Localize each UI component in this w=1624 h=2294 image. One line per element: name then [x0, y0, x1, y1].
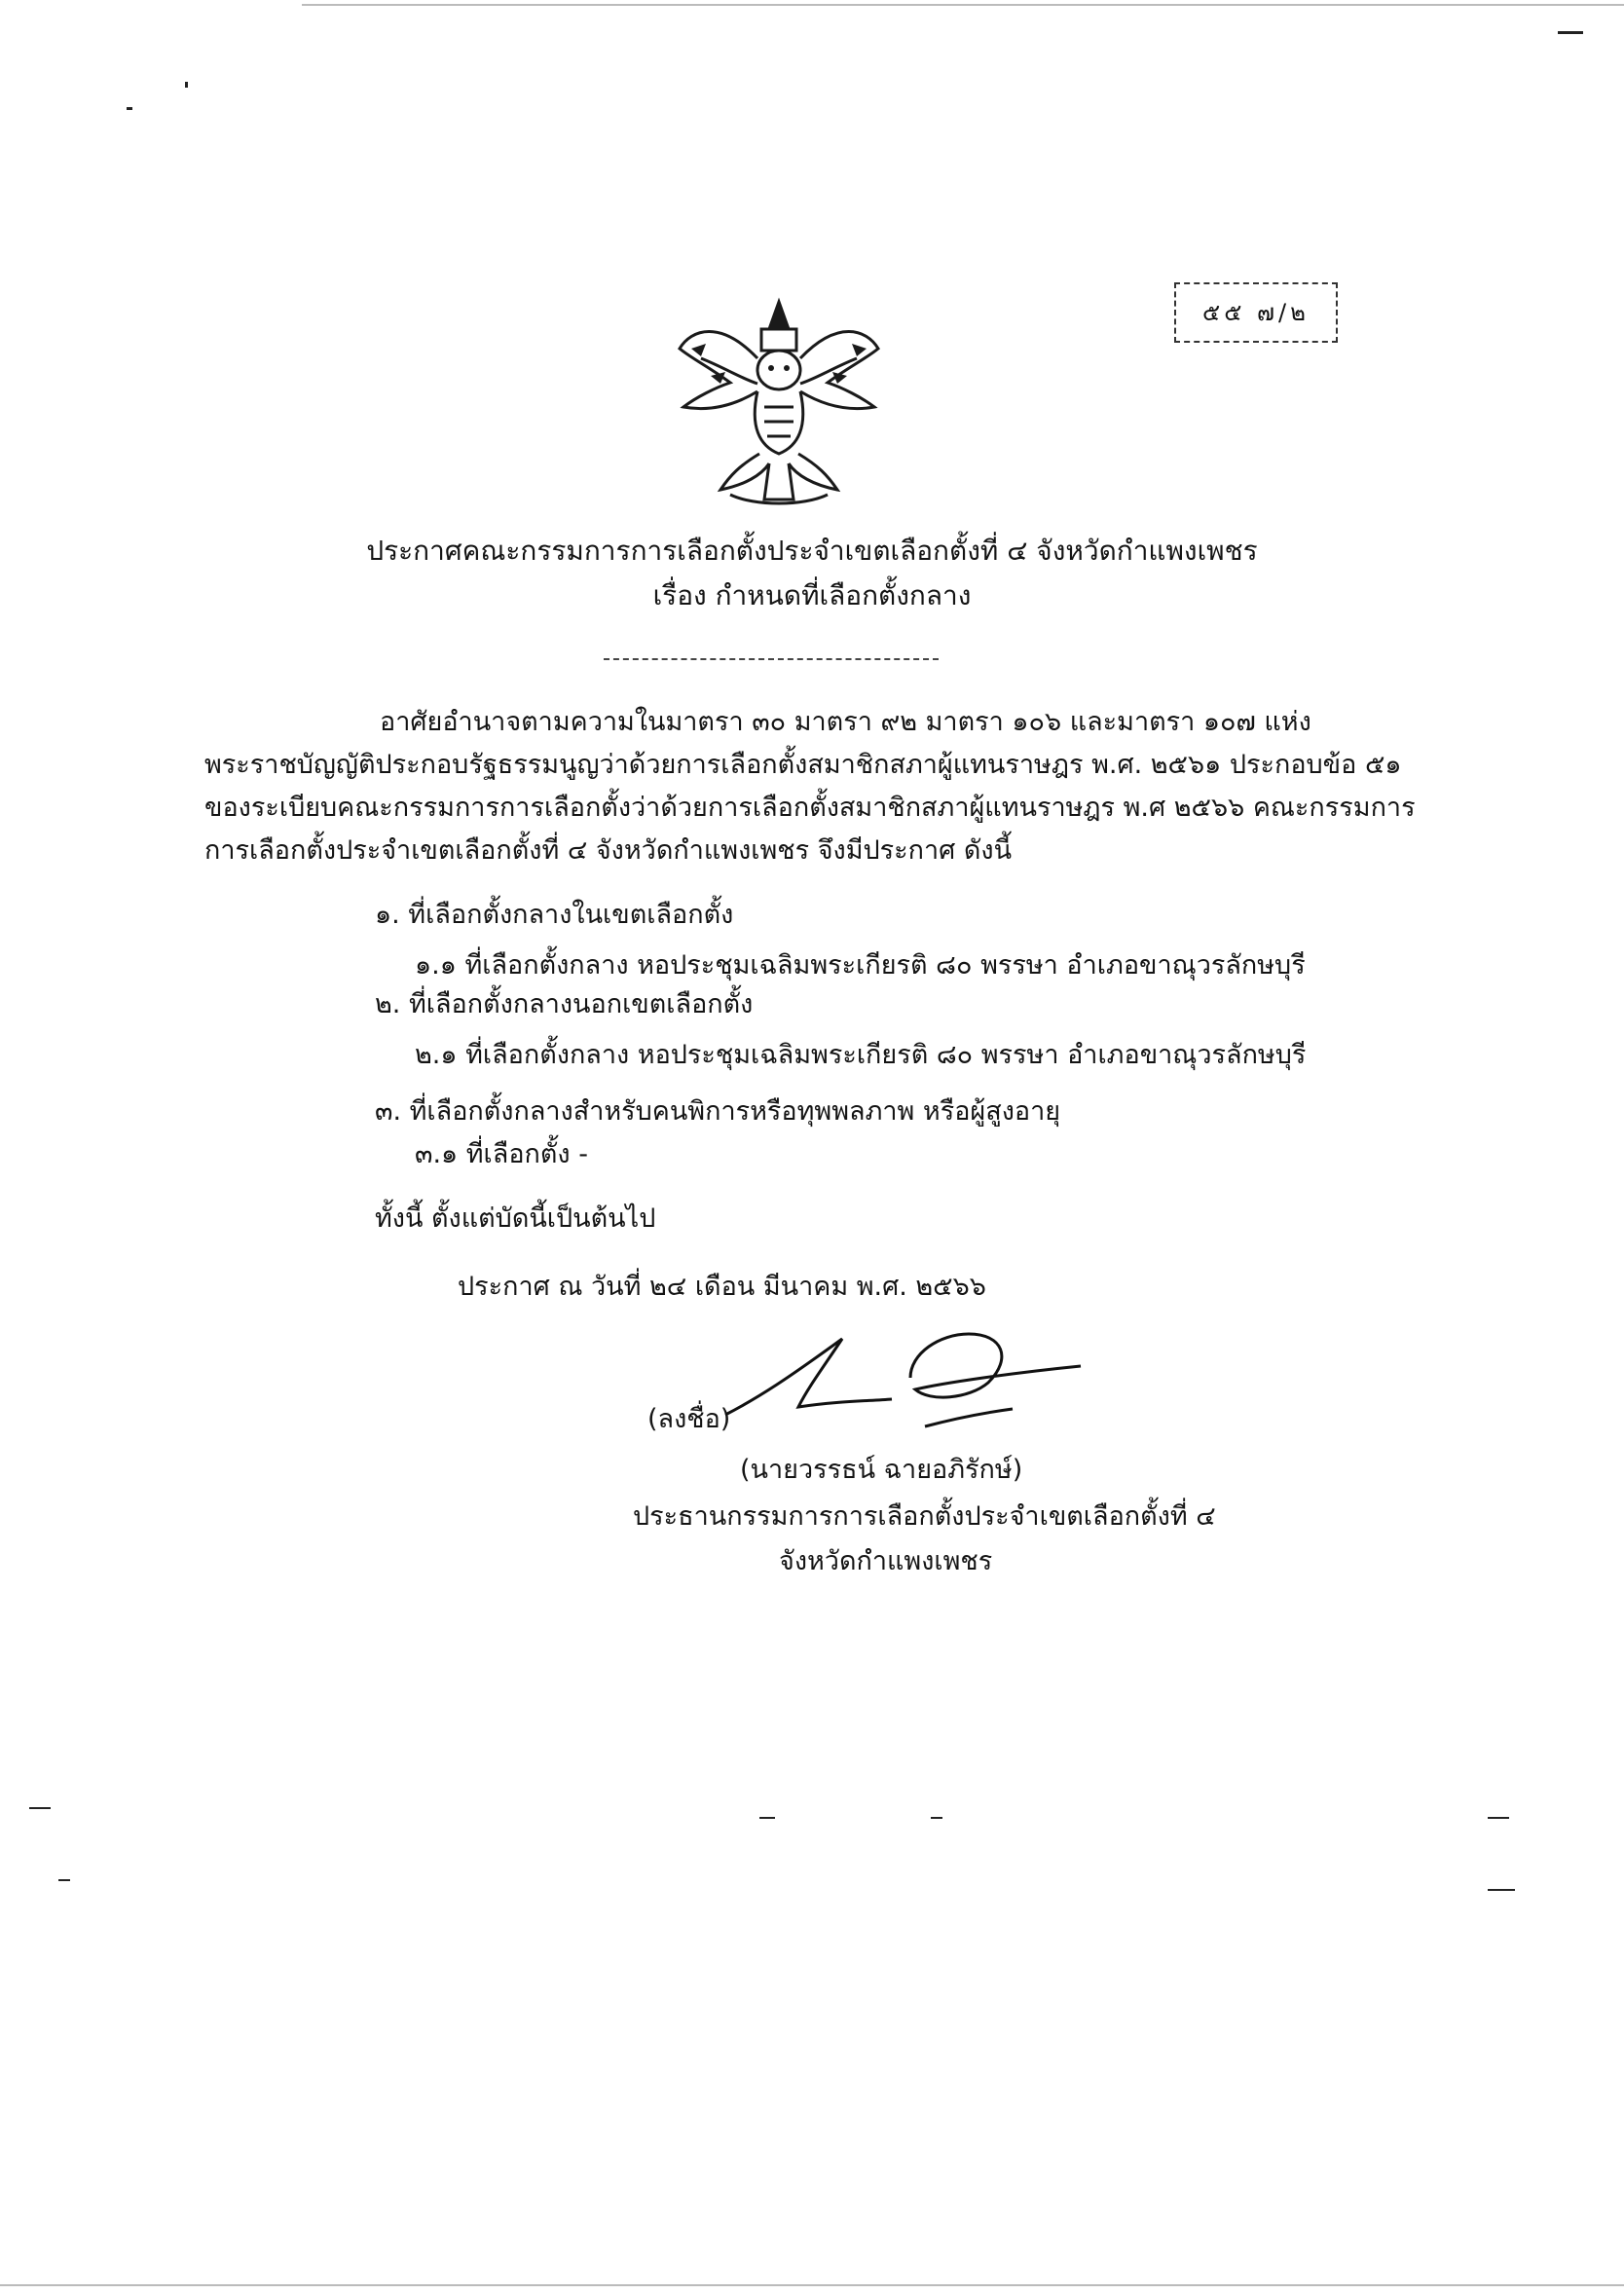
- body-paragraph-line: ของระเบียบคณะกรรมการการเลือกตั้งว่าด้วยการเลือกตั้งสมาชิกสภาผู้แทนราษฎร พ.ศ ๒๕๖๖ คณะกรรมการ: [204, 793, 1416, 823]
- scan-speck: [1488, 1817, 1509, 1819]
- scan-speck: [1488, 1889, 1515, 1891]
- item-detail: ๒.๑ ที่เลือกตั้งกลาง หอประชุมเฉลิมพระเกียรติ ๘๐ พรรษา อำเภอขาณุวรลักษบุรี: [415, 1040, 1307, 1070]
- garuda-emblem-icon: [672, 290, 886, 512]
- scan-speck: [29, 1807, 51, 1809]
- item-detail: ๑.๑ ที่เลือกตั้งกลาง หอประชุมเฉลิมพระเกียรติ ๘๐ พรรษา อำเภอขาณุวรลักษบุรี: [415, 950, 1306, 980]
- body-paragraph-line: พระราชบัญญัติประกอบรัฐธรรมนูญว่าด้วยการเลือกตั้งสมาชิกสภาผู้แทนราษฎร พ.ศ. ๒๕๖๑ ประกอบข้อ ๕๑: [204, 750, 1402, 780]
- scan-top-edge: [302, 4, 1624, 6]
- document-code-box: ๕๕ ๗/๒: [1174, 282, 1338, 343]
- body-paragraph-line: การเลือกตั้งประจำเขตเลือกตั้งที่ ๔ จังหวัดกำแพงเพชร จึงมีประกาศ ดังนี้: [204, 835, 1013, 866]
- signer-position: ประธานกรรมการการเลือกตั้งประจำเขตเลือกตั้งที่ ๔: [633, 1501, 1216, 1532]
- item-heading: ๑. ที่เลือกตั้งกลางในเขตเลือกตั้ง: [375, 900, 734, 930]
- signer-province: จังหวัดกำแพงเพชร: [779, 1546, 993, 1576]
- announcement-date: ประกาศ ณ วันที่ ๒๔ เดือน มีนาคม พ.ศ. ๒๕๖๖: [458, 1272, 986, 1302]
- effective-statement: ทั้งนี้ ตั้งแต่บัดนี้เป็นต้นไป: [375, 1203, 656, 1234]
- item-heading: ๒. ที่เลือกตั้งกลางนอกเขตเลือกตั้ง: [375, 989, 754, 1019]
- scan-speck: [759, 1817, 775, 1819]
- scan-speck: [1558, 31, 1583, 34]
- scan-speck: [931, 1817, 942, 1819]
- announcement-subject: เรื่อง กำหนดที่เลือกตั้งกลาง: [652, 579, 972, 611]
- scan-speck: [185, 82, 188, 88]
- signer-name: (นายวรรธน์ ฉายอภิรักษ์): [740, 1455, 1023, 1485]
- handwritten-signature-icon: [720, 1329, 1090, 1436]
- announcement-title: ประกาศคณะกรรมการการเลือกตั้งประจำเขตเลือกตั้งที่ ๔ จังหวัดกำแพงเพชร: [366, 535, 1258, 567]
- signature-label: (ลงชื่อ): [647, 1404, 731, 1434]
- body-paragraph-line: อาศัยอำนาจตามความในมาตรา ๓๐ มาตรา ๙๒ มาตรา ๑๐๖ และมาตรา ๑๐๗ แห่ง: [380, 707, 1311, 737]
- item-detail: ๓.๑ ที่เลือกตั้ง -: [415, 1139, 588, 1169]
- scan-bottom-edge: [0, 2284, 1624, 2286]
- item-heading: ๓. ที่เลือกตั้งกลางสำหรับคนพิการหรือทุพพลภาพ หรือผู้สูงอายุ: [375, 1096, 1061, 1127]
- scan-speck: [58, 1879, 70, 1881]
- title-divider: [604, 658, 939, 660]
- scan-speck: [127, 107, 132, 110]
